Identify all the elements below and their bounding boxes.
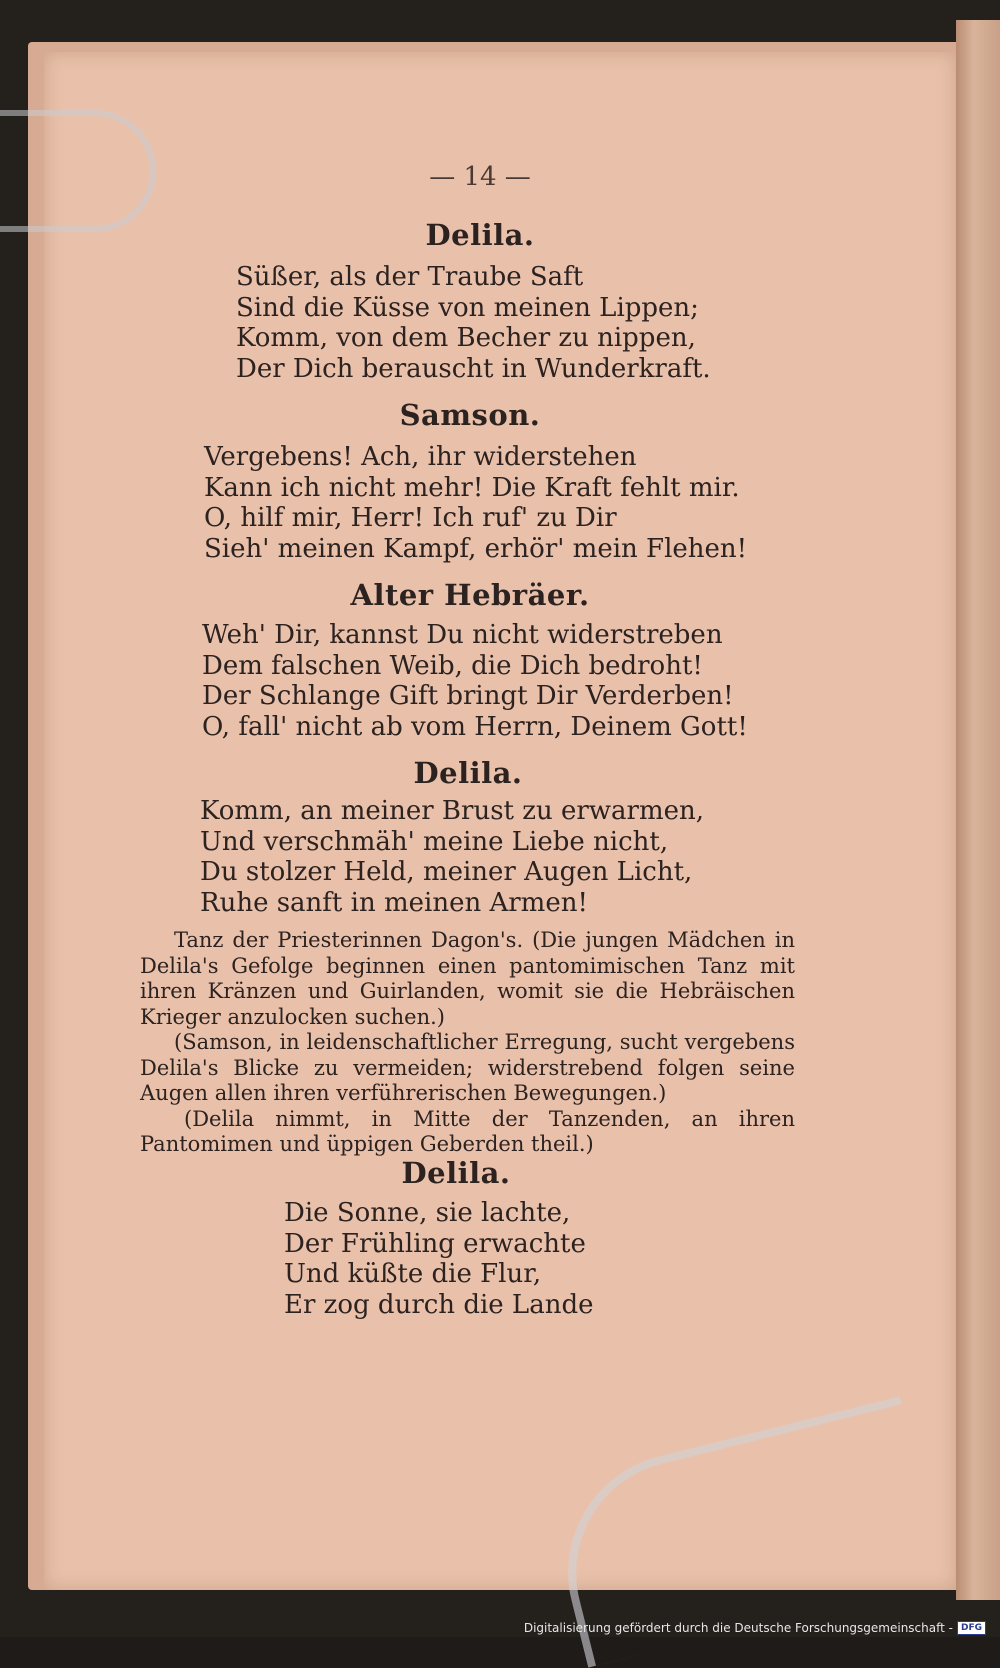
verse-block: [284, 1198, 593, 1320]
verse-line: Und verschmäh' meine Liebe nicht,: [200, 826, 669, 857]
verse-block: [204, 442, 747, 564]
footer-text: Digitalisierung gefördert durch die Deutsche Forschungsgemeinschaft -: [523, 1621, 953, 1635]
verse-line: O, hilf mir, Herr! Ich ruf' zu Dir: [204, 503, 617, 533]
verse-line: O, fall' nicht ab vom Herrn, Deinem Gott!: [202, 711, 748, 742]
verse-line: Komm, an meiner Brust zu erwarmen,: [200, 796, 705, 826]
verse-line: Dem falschen Weib, die Dich bedroht!: [202, 650, 703, 681]
stage-direction: (Delila nimmt, in Mitte der Tanzenden, an ihren Pantomimen und üppigen Geberden theil.): [140, 1106, 795, 1156]
verse-line: Der Dich berauscht in Wunderkraft.: [236, 353, 711, 384]
verse-block: [236, 262, 711, 384]
verse-line: Er zog durch die Lande: [284, 1289, 594, 1320]
page-number: — 14 —: [429, 162, 531, 192]
dfg-logo: DFG: [957, 1621, 986, 1635]
speaker-heading: Samson.: [399, 398, 541, 432]
verse-line: Vergebens! Ach, ihr widerstehen: [204, 442, 637, 472]
verse-line: Weh' Dir, kannst Du nicht widerstreben: [202, 620, 723, 650]
stage-direction: Tanz der Priesterinnen Dagon's. (Die jungen Mädchen in Delila's Gefolge beginnen einen pantomimischen Tanz mit ihren Kränzen und Guirlanden, womit sie die Hebräischen Krieger anzulocken suchen.): [140, 928, 795, 1029]
speaker-heading: Delila.: [401, 1156, 511, 1190]
verse-line: Sind die Küsse von meinen Lippen;: [236, 292, 699, 323]
verse-line: Kann ich nicht mehr! Die Kraft fehlt mir.: [204, 472, 740, 503]
verse-block: [200, 796, 704, 918]
digitization-footer: [524, 1621, 986, 1635]
stage-direction: (Samson, in leidenschaftlicher Erregung, sucht vergebens Delila's Blicke zu vermeiden; widerstrebend folgen seine Augen allen ihren verführerischen Bewegungen.): [140, 1030, 795, 1105]
speaker-heading: Delila.: [425, 218, 535, 252]
verse-line: Und küßte die Flur,: [284, 1259, 542, 1289]
verse-line: Du stolzer Held, meiner Augen Licht,: [200, 857, 693, 887]
verse-line: Der Schlange Gift bringt Dir Verderben!: [202, 681, 734, 711]
verse-line: Ruhe sanft in meinen Armen!: [200, 887, 588, 918]
verse-block: [202, 620, 748, 742]
stage-directions: [140, 928, 795, 1158]
verse-line: Komm, von dem Becher zu nippen,: [236, 323, 696, 353]
verse-line: Der Frühling erwachte: [284, 1228, 586, 1259]
verse-line: Süßer, als der Traube Saft: [236, 262, 584, 292]
verse-line: Sieh' meinen Kampf, erhör' mein Flehen!: [204, 533, 748, 564]
speaker-heading: Alter Hebräer.: [350, 578, 590, 612]
speaker-heading: Delila.: [413, 756, 523, 790]
verse-line: Die Sonne, sie lachte,: [284, 1198, 571, 1228]
